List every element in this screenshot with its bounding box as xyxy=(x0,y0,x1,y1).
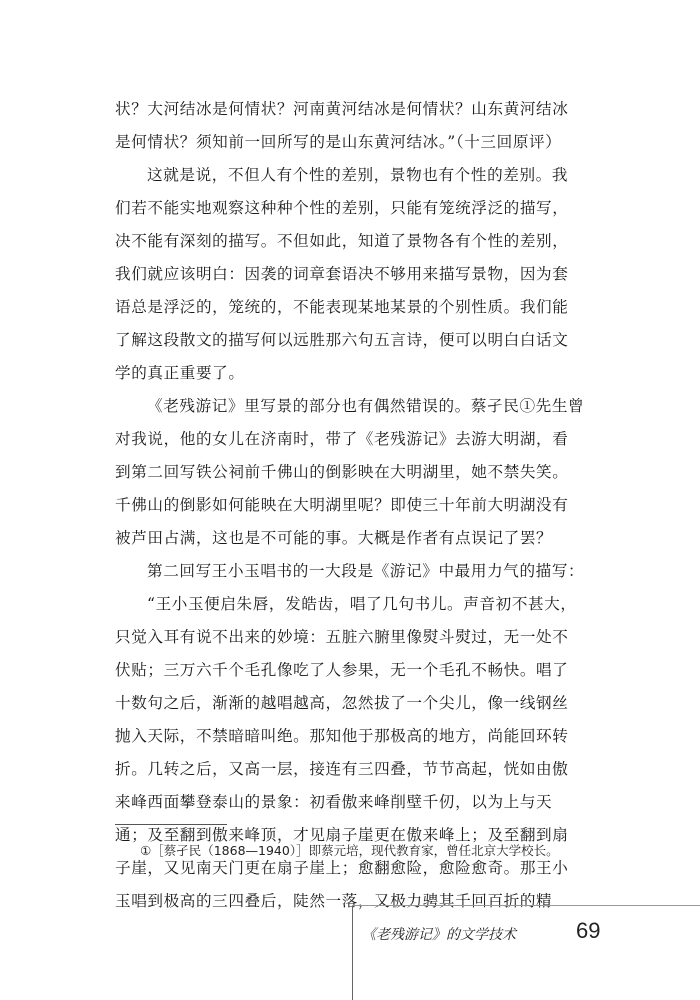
text-line: 伏贴；三万六千个毛孔像吃了人参果，无一个毛孔不畅快。唱了 xyxy=(115,661,569,679)
text-line: 通；及至翻到傲来峰顶，才见扇子崖更在傲来峰上；及至翻到扇 xyxy=(115,826,569,844)
text-line: 被芦田占满，这也是不可能的事。大概是作者有点误记了罢？ xyxy=(115,529,553,547)
text-line: 这就是说，不但人有个性的差别，景物也有个性的差别。我 xyxy=(147,166,569,184)
text-line: 是何情状？须知前一回所写的是山东黄河结冰。”（十三回原评） xyxy=(115,133,562,151)
footer-vertical-rule xyxy=(352,905,353,1000)
text-line: 语总是浮泛的，笼统的，不能表现某地某景的个别性质。我们能 xyxy=(115,298,569,316)
text-line: 我们就应该明白：因袭的词章套语决不够用来描写景物，因为套 xyxy=(115,265,569,283)
running-footer-title: 《老残游记》的文学技术 xyxy=(362,927,516,943)
page-number: 69 xyxy=(576,918,601,943)
text-line: 抛入天际，不禁暗暗叫绝。那知他于那极高的地方，尚能回环转 xyxy=(115,727,569,745)
text-line: 折。几转之后，又高一层，接连有三四叠，节节高起，恍如由傲 xyxy=(115,760,569,778)
text-line: 对我说，他的女儿在济南时，带了《老残游记》去游大明湖，看 xyxy=(115,430,569,448)
text-line: 来峰西面攀登泰山的景象：初看傲来峰削壁千仞，以为上与天 xyxy=(115,793,553,811)
text-line: 状？大河结冰是何情状？河南黄河结冰是何情状？山东黄河结冰 xyxy=(115,100,569,118)
text-line: 《老残游记》里写景的部分也有偶然错误的。蔡孑民①先生曾 xyxy=(147,397,585,415)
text-line: 十数句之后，渐渐的越唱越高，忽然拔了一个尖儿，像一线钢丝 xyxy=(115,694,569,712)
text-line: 只觉入耳有说不出来的妙境：五脏六腑里像熨斗熨过，无一处不 xyxy=(115,628,569,646)
text-line: 们若不能实地观察这种种个性的差别，只能有笼统浮泛的描写， xyxy=(115,199,569,217)
text-line: 决不能有深刻的描写。不但如此，知道了景物各有个性的差别， xyxy=(115,232,569,250)
text-line: 子崖，又见南天门更在扇子崖上；愈翻愈险，愈险愈奇。那王小 xyxy=(115,859,569,877)
text-line: 了解这段散文的描写何以远胜那六句五言诗，便可以明白白话文 xyxy=(115,331,569,349)
footnote-divider xyxy=(115,824,227,825)
footnote: ①［蔡孑民（1868—1940）］即蔡元培，现代教育家，曾任北京大学校长。 xyxy=(140,843,559,858)
text-line: 玉唱到极高的三四叠后，陡然一落，又极力骋其千回百折的精 xyxy=(115,892,553,910)
text-line: 第二回写王小玉唱书的一大段是《游记》中最用力气的描写： xyxy=(147,562,585,580)
footer-horizontal-rule xyxy=(352,905,700,906)
text-line: “王小玉便启朱唇，发皓齿，唱了几句书儿。声音初不甚大， xyxy=(147,595,577,613)
text-line: 千佛山的倒影如何能映在大明湖里呢？即使三十年前大明湖没有 xyxy=(115,496,569,514)
text-line: 学的真正重要了。 xyxy=(115,364,245,382)
body-text xyxy=(115,93,585,918)
text-line: 到第二回写铁公祠前千佛山的倒影映在大明湖里，她不禁失笑。 xyxy=(115,463,569,481)
